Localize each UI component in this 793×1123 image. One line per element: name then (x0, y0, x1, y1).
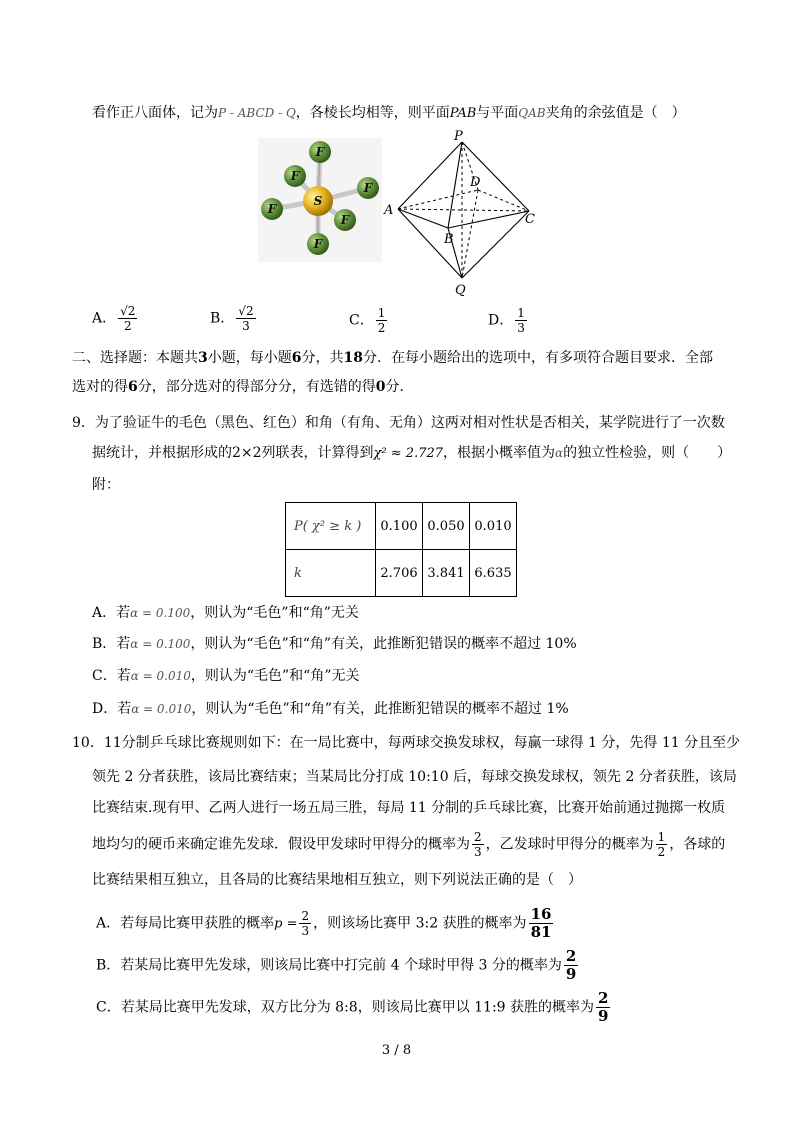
q8-plane-pab: PAB (449, 106, 477, 121)
q10-stem-line4: 地均匀的硬币来确定谁先发球．假设甲发球时甲得分的概率为 $\frac{2}{3}$ ，乙发球时甲得分的概率为 $\frac{1}{2}$ ，各球的 (92, 830, 726, 859)
atom-label-f: F (363, 181, 373, 195)
sf6-molecule-figure (258, 138, 382, 262)
section2-instructions-line2: 选对的得6分，部分选对的得部分分，有选错的得0分． (72, 379, 414, 395)
table-header-k: k (286, 550, 376, 597)
q9-option-b: B．若α = 0.100，则认为“毛色”和“角”有关，此推断犯错误的概率不超过 10% (92, 636, 577, 652)
q10-stem-line3: 比赛结束.现有甲、乙两人进行一场五局三胜，每局 11 分制的乒乓球比赛，比赛开始前通过抛掷一枚质 (92, 800, 726, 816)
q8-text-1: 看作正八面体，记为 (92, 105, 218, 121)
atom-label-f: F (313, 237, 323, 251)
vertex-label-b: B (444, 232, 454, 247)
q8-text-2: ，各棱长均相等，则平面 (295, 105, 450, 121)
atom-label-f: F (340, 213, 350, 227)
q9-stem-line2: 据统计，并根据形成的2×2列联表，计算得到χ² ≈ 2.727，根据小概率值为α的独立性检验，则（ ） (92, 445, 732, 461)
table-cell: 0.010 (470, 503, 517, 550)
atom-label-s: S (313, 194, 323, 208)
octahedron-figure (382, 128, 540, 300)
atom-label-f: F (315, 145, 325, 159)
q10-option-a: A．若每局比赛甲获胜的概率p = $\frac{2}{3}$ ，则该场比赛甲 3:2 获胜的概率为 $\frac{16}{81}$ (96, 905, 552, 941)
vertex-label-a: A (384, 203, 394, 218)
table-cell: 3.841 (423, 550, 470, 597)
q8-expr-octahedron: P - ABCD - Q (218, 106, 296, 120)
table-cell: 2.706 (376, 550, 423, 597)
q9-stem-line1: 9．为了验证牛的毛色（黑色、红色）和角（有角、无角）这两对相对性状是否相关，某学院进行了一次数 (72, 415, 725, 431)
q10-stem-line2: 领先 2 分者获胜，该局比赛结束；当某局比分打成 10:10 后，每球交换发球权，领先 2 分者获胜，该局 (92, 769, 737, 785)
q8-option-b: B． $\frac{√2}{3}$ (210, 304, 254, 333)
atom-label-f: F (290, 169, 300, 183)
fraction-1-2: $\frac{1}{2}$ (657, 830, 666, 859)
fraction-2-3: $\frac{2}{3}$ (474, 830, 482, 859)
table-cell: 0.100 (376, 503, 423, 550)
vertex-label-c: C (525, 212, 535, 227)
q8-plane-qab: QAB (518, 106, 546, 120)
q9-option-d: D．若α = 0.010，则认为“毛色”和“角”有关，此推断犯错误的概率不超过 1% (92, 701, 569, 717)
section2-instructions-line1: 二、选择题：本题共3小题，每小题6分，共18分．在每小题给出的选项中，有多项符合题目要求．全部 (72, 350, 713, 366)
q9-chi-value: χ² ≈ 2.727 (373, 446, 444, 461)
table-cell: 6.635 (470, 550, 517, 597)
table-cell: 0.050 (423, 503, 470, 550)
q9-appendix-label: 附： (92, 477, 120, 493)
table-header-p: P( χ² ≥ k ) (286, 503, 376, 550)
page-number: 3 / 8 (381, 1043, 412, 1058)
alpha-symbol: α (555, 446, 564, 460)
q10-option-b: B．若某局比赛甲先发球，则该局比赛中打完前 4 个球时甲得 3 分的概率为 $\frac{2}{9}$ (96, 947, 577, 983)
table-row (286, 550, 517, 597)
vertex-label-p: P (454, 129, 463, 144)
chi-square-critical-table (285, 502, 517, 597)
q9-option-c: C．若α = 0.010，则认为“毛色”和“角”无关 (92, 668, 360, 684)
q10-stem-line5: 比赛结果相互独立，且各局的比赛结果地相互独立，则下列说法正确的是（ ） (92, 872, 582, 888)
table-row (286, 503, 517, 550)
q8-stem-line (92, 103, 733, 124)
atom-label-f: F (267, 202, 277, 216)
vertex-label-q: Q (455, 283, 466, 298)
q8-option-a: A． $\frac{√2}{2}$ (92, 304, 136, 333)
q8-option-c: C． $\frac{1}{2}$ (349, 306, 386, 335)
q10-option-c: C．若某局比赛甲先发球，双方比分为 8:8，则该局比赛甲以 11:9 获胜的概率为 $\frac{2}{9}$ (96, 989, 609, 1025)
q9-option-a: A．若α = 0.100，则认为“毛色”和“角”无关 (92, 605, 359, 621)
q8-text-4: 夹角的余弦值是（ ） (545, 105, 686, 121)
q10-stem-line1: 10．11分制乒乓球比赛规则如下：在一局比赛中，每两球交换发球权，每赢一球得 1 分，先得 11 分且至少 (72, 735, 741, 751)
q8-option-d: D． $\frac{1}{3}$ (488, 306, 525, 335)
vertex-label-d: D (470, 175, 481, 190)
q8-text-3: 与平面 (476, 105, 519, 121)
